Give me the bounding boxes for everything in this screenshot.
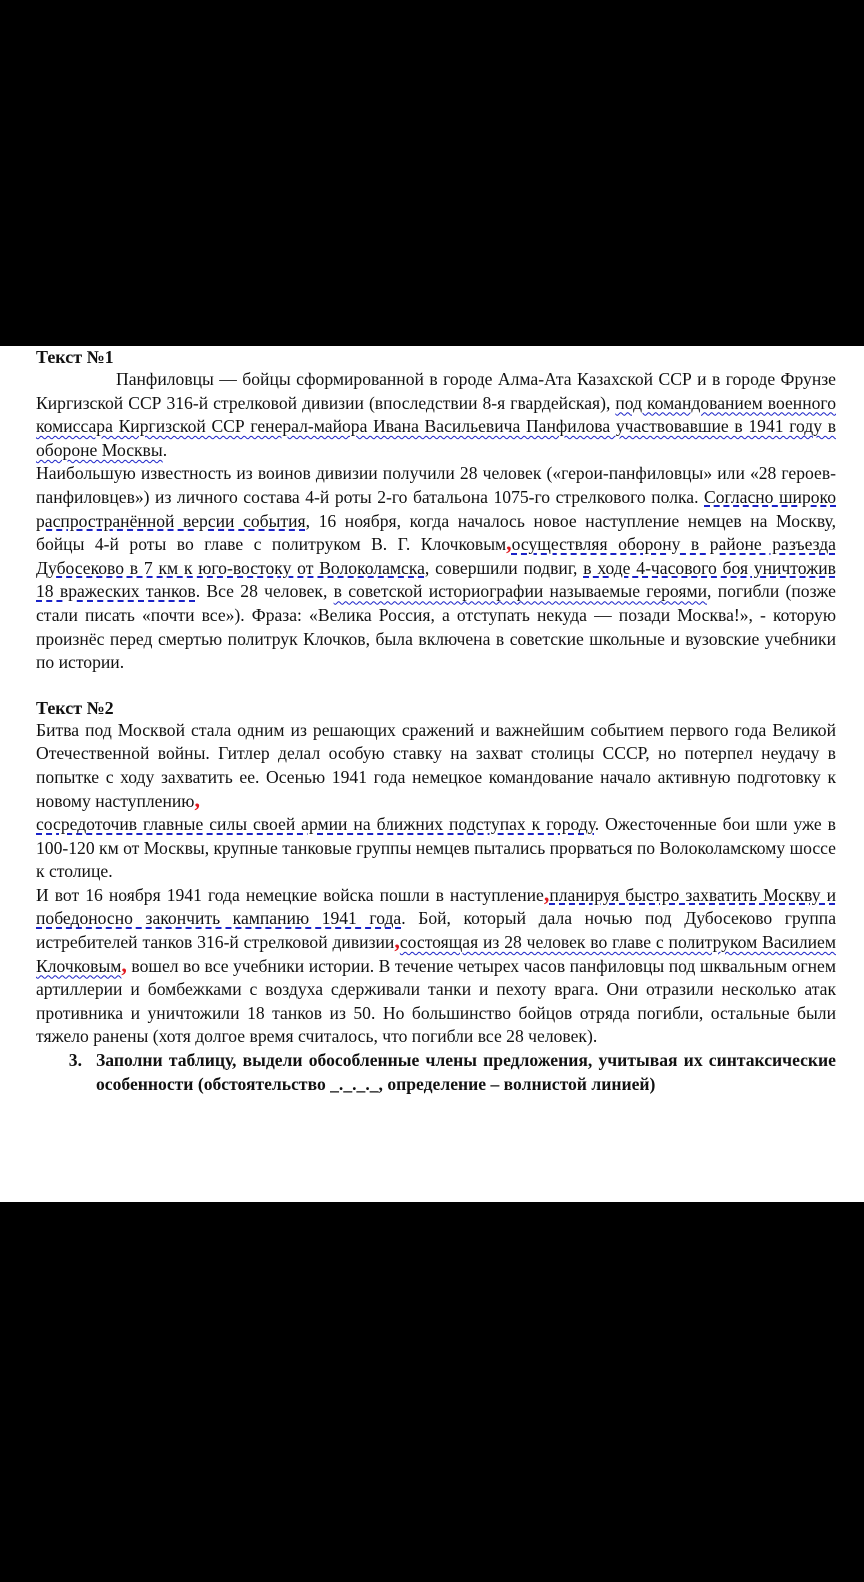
text2-p2-participle-phrase: состоящая из 28 человек во главе с политруком Василием Клочковым [36,932,836,976]
text1-p2-text-d: . Все 28 человек, [195,581,334,602]
text2-p1-adverbial: сосредоточив главные силы своей армии на ближних подступах к городу [36,814,595,835]
section-gap [36,675,836,697]
text2-p2-text-a: И вот 16 ноября 1941 года немецкие войска пошли в наступление [36,884,544,905]
text1-p2-text-e: , погибли (позже стали писать «почти все»). Фраза: «Велика Россия, а отступать некуда — позади Москва!», - которую произнёс перед смертью политрук Клочков, была включена в советские школьные и вузовские учебники по истории. [36,581,836,673]
task-3 [36,1049,836,1096]
text1-paragraph-1 [36,368,836,462]
text2-p1-text-b: . Ожесточенные бои шли уже в 100-120 км от Москвы, крупные танковые группы немцев пытались прорваться по Волоколамскому шоссе к столице. [36,814,836,882]
text1-p2-red-comma: , [506,530,512,556]
text2-p2-red-comma-3: , [121,951,127,977]
text2-p2-text-c: вошел во все учебники истории. В течение четырех часов панфиловцы под шквальным огнем артиллерии и бомбежками с воздуха сдерживали танки и пехоту врага. Они отразили несколько атак противника и уничтожили 18 танков из 50. Но большинство бойцов отряда погибли, остальные были тяжело ранены (хотя долгое время считалось, что погибли все 28 человек). [36,955,836,1047]
text2-p2-red-comma-2: , [394,928,400,954]
text1-p2-adverbial-2: осуществляя оборону в районе разъезда Дубосеково в 7 км к юго-востоку от Волоколамска [36,534,836,578]
text2-p1-red-comma: , [194,786,200,812]
document-page [0,346,864,1202]
text1-p1-end: . [162,439,168,460]
document-content [36,346,836,1096]
text1-paragraph-2 [36,462,836,674]
text2-heading: Текст №2 [36,697,114,718]
task-number: 3. [68,1050,82,1071]
text1-p2-text-b: , 16 ноября, когда началось новое наступление немцев на Москву, бойцы 4-й роты во главе с политруком В. Г. Клочковым [36,510,836,555]
text1-p1-text: Панфиловцы — бойцы сформированной в городе Алма-Ата Казахской ССР и в городе Фрунзе Киргизской ССР 316-й стрелковой дивизии (впоследствии 8-я гвардейская), [36,369,836,413]
text1-p1-participle-phrase: под командованием военного комиссара Киргизской ССР генерал-майора Ивана Васильевича Панфилова участвовавшие в 1941 году в обороне Москвы [36,392,836,460]
text1-p2-adverbial-3: в ходе 4-часового боя уничтожив 18 вражеских танков [36,557,836,602]
text1-p2-participle-phrase: в советской историографии называемые героями [333,581,707,602]
text2-p2-red-comma-1: , [543,880,550,906]
text2-p2-adverbial: планируя быстро захватить Москву и победоносно закончить кампанию 1941 года [36,884,836,929]
text2-paragraph-2 [36,880,837,1049]
text2-p1-text-a: Битва под Москвой стала одним из решающих сражений и важнейшим событием первого года Великой Отечественной войны. Гитлер делал особую ставку на захват столицы СССР, но потерпел неудачу в попытке с ходу захватить ее. Осенью 1941 года немецкое командование начало активную подготовку к новому наступлению [36,719,836,811]
text1-p2-text-a: Наибольшую известность из воинов дивизии получили 28 человек («герои-панфиловцы» или «28 героев-панфиловцев») из личного состава 4-й роты 2-го батальона 1075-го стрелкового полка. [36,463,836,507]
text1-p2-adverbial-1: Согласно широко распространённой версии события [36,486,837,531]
text2-p2-text-b: . Бой, который дала ночью под Дубосеково группа истребителей танков 316-й стрелковой дивизии [36,908,837,953]
text1-p2-text-c: , совершили подвиг, [424,557,584,578]
text2-paragraph-1 [36,719,836,884]
text1-heading: Текст №1 [36,347,114,367]
task-text: Заполни таблицу, выдели обособленные члены предложения, учитывая их синтаксические особенности (обстоятельство _._._._, определение – волнистой линией) [96,1050,836,1094]
